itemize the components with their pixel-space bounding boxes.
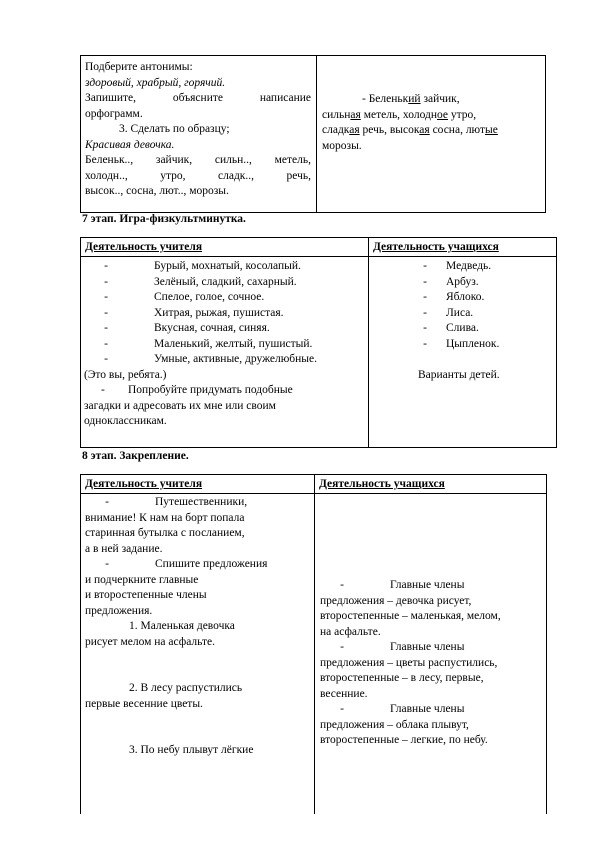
answer-1-line-4: на асфальте. xyxy=(320,625,381,638)
riddle-text: Бурый, мохнатый, косолапый. xyxy=(154,260,301,272)
riddle-item xyxy=(84,290,366,306)
student-answer-text: Слива. xyxy=(446,322,479,334)
student-answer-text: Арбуз. xyxy=(446,275,479,288)
answer-1-line-1: - Главные члены xyxy=(340,579,465,591)
student-answer-item xyxy=(420,275,550,291)
riddle-item xyxy=(84,306,366,322)
student-answer-text: Яблоко. xyxy=(446,291,485,303)
instruction-antonyms: Подберите антонимы: xyxy=(85,61,193,73)
table-3-header-students: Деятельность учащихся xyxy=(319,478,445,490)
student-answer-item xyxy=(420,306,550,322)
answer-2-line-3: второстепенные – в лесу, первые, xyxy=(320,672,484,684)
exercise-line-2: холодн.., утро, сладк.., речь, xyxy=(85,169,311,182)
riddle-item xyxy=(84,275,366,291)
sentence-2-line-2: первые весенние цветы. xyxy=(85,697,203,710)
bullet-dash: - xyxy=(104,291,108,303)
answer-1-line-2: предложения – девочка рисует, xyxy=(320,594,472,607)
table-3-header-teacher: Деятельность учителя xyxy=(85,478,203,490)
riddle-text: Вкусная, сочная, синяя. xyxy=(154,322,270,334)
bullet-dash: - xyxy=(104,337,108,350)
riddle-item xyxy=(84,337,366,353)
instruction-orthograms: орфограмм. xyxy=(85,107,143,120)
sentence-3-line-1: 3. По небу плывут лёгкие xyxy=(129,744,254,756)
answer-line-1: - Беленький зайчик, xyxy=(362,93,460,105)
student-answer-text: Медведь. xyxy=(446,260,492,272)
student-answer-item xyxy=(420,259,550,275)
teacher-task-line-2: загадки и адресовать их мне или своим xyxy=(84,399,276,412)
instruction-write: Запишите, объясните написание xyxy=(85,92,311,104)
answer-line-2: сильная метель, холодное утро, xyxy=(322,108,477,121)
answer-2-line-4: весенние. xyxy=(320,687,368,700)
answer-2-line-1: - Главные члены xyxy=(340,641,465,653)
teacher-note: (Это вы, ребята.) xyxy=(84,368,167,381)
teacher-line-2: внимание! К нам на борт попала xyxy=(85,511,245,524)
stage-8-heading: 8 этап. Закрепление. xyxy=(82,450,189,462)
student-answer-item xyxy=(420,321,550,337)
table-1-right-cell xyxy=(317,90,546,156)
answer-2-line-2: предложения – цветы распустились, xyxy=(320,656,498,669)
bullet-dash: - xyxy=(104,322,108,334)
teacher-line-7: и второстепенные члены xyxy=(85,589,207,601)
bullet-dash: - xyxy=(104,275,108,288)
table-1-left-cell xyxy=(80,58,316,202)
riddle-text: Хитрая, рыжая, пушистая. xyxy=(154,306,284,319)
teacher-task-line-3: одноклассникам. xyxy=(84,415,167,427)
bullet-dash: - xyxy=(423,275,427,288)
bullet-dash: - xyxy=(423,260,427,272)
table-2-header-line xyxy=(80,256,557,257)
bullet-dash: - xyxy=(423,322,427,334)
bullet-dash: - xyxy=(104,306,108,319)
pattern-example: Красивая девочка. xyxy=(85,138,175,151)
antonym-words: здоровый, храбрый, горячий. xyxy=(85,76,226,89)
student-answer-list xyxy=(420,259,550,383)
table-2-header-students: Деятельность учащихся xyxy=(373,241,499,253)
riddle-text: Умные, активные, дружелюбные. xyxy=(154,353,318,365)
exercise-line-3: высок.., сосна, лют.., морозы. xyxy=(85,185,229,197)
table-3-teacher-cell xyxy=(85,495,310,759)
student-answer-item xyxy=(420,337,550,353)
riddle-text: Маленький, желтый, пушистый. xyxy=(154,337,313,350)
answer-line-4: морозы. xyxy=(322,139,362,152)
sentence-1-line-1: 1. Маленькая девочка xyxy=(129,620,235,632)
teacher-line-5: - Спишите предложения xyxy=(105,558,268,570)
table-2-header-teacher: Деятельность учителя xyxy=(85,241,203,253)
student-variants: Варианты детей. xyxy=(418,368,500,381)
answer-3-line-3: второстепенные – легкие, по небу. xyxy=(320,734,488,746)
teacher-line-1: - Путешественники, xyxy=(105,496,248,508)
teacher-riddle-list xyxy=(84,259,366,430)
sentence-1-line-2: рисует мелом на асфальте. xyxy=(85,635,215,648)
teacher-task-line-1: - Попробуйте придумать подобные xyxy=(101,384,293,396)
teacher-line-6: и подчеркните главные xyxy=(85,573,199,586)
riddle-item xyxy=(84,321,366,337)
bullet-dash: - xyxy=(423,306,427,319)
answer-3-line-2: предложения – облака плывут, xyxy=(320,718,469,731)
teacher-line-8: предложения. xyxy=(85,604,153,617)
answer-1-line-3: второстепенные – маленькая, мелом, xyxy=(320,610,501,622)
student-answer-text: Лиса. xyxy=(446,306,474,319)
teacher-line-3: старинная бутылка с посланием, xyxy=(85,527,245,539)
student-answer-text: Цыпленок. xyxy=(446,337,500,350)
bullet-dash: - xyxy=(423,291,427,303)
bullet-dash: - xyxy=(423,337,427,350)
table-2-divider xyxy=(368,237,369,448)
exercise-line-1: Беленьк.., зайчик, сильн.., метель, xyxy=(85,154,311,166)
answer-line-3: сладкая речь, высокая сосна, лютые xyxy=(322,124,498,136)
table-3-students-cell xyxy=(320,578,545,749)
sentence-2-line-1: 2. В лесу распустились xyxy=(129,682,243,694)
instruction-pattern: 3. Сделать по образцу; xyxy=(119,123,230,135)
riddle-text: Зелёный, сладкий, сахарный. xyxy=(154,275,297,288)
riddle-item xyxy=(84,352,366,368)
answer-3-line-1: - Главные члены xyxy=(340,703,465,715)
bullet-dash: - xyxy=(104,353,108,365)
table-3-divider xyxy=(314,474,315,814)
riddle-text: Спелое, голое, сочное. xyxy=(154,291,265,303)
bullet-dash: - xyxy=(104,260,108,272)
riddle-item xyxy=(84,259,366,275)
student-answer-item xyxy=(420,290,550,306)
stage-7-heading: 7 этап. Игра-физкультминутка. xyxy=(82,213,246,225)
teacher-line-4: а в ней задание. xyxy=(85,542,163,555)
